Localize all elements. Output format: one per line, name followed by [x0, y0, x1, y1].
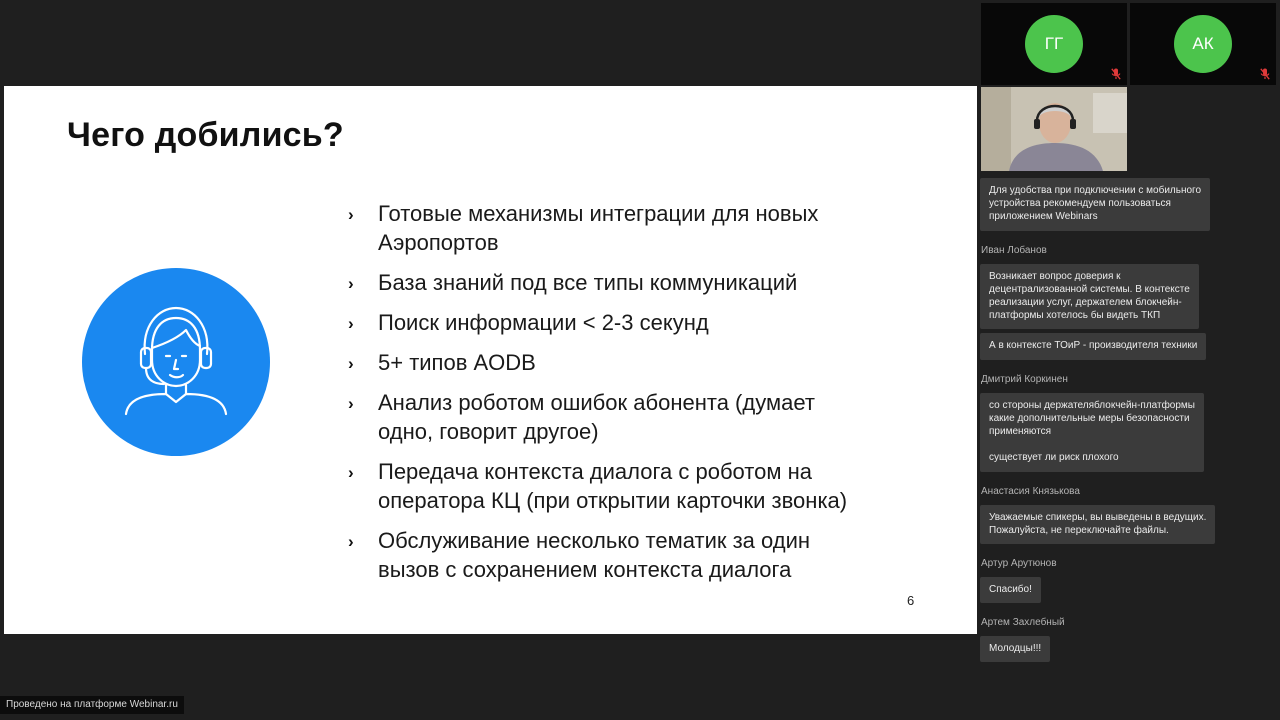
bullet-text: Анализ роботом ошибок абонента (думает одно, говорит другое)	[378, 390, 815, 444]
chat-message: Молодцы!!!	[980, 636, 1050, 662]
chat-author: Иван Лобанов	[981, 244, 1047, 256]
mic-off-icon	[1260, 68, 1270, 80]
bullet-list	[348, 199, 948, 595]
chevron-right-icon: ›	[348, 532, 354, 551]
chevron-right-icon: ›	[348, 463, 354, 482]
avatar: ГГ	[1025, 15, 1083, 73]
bullet-item	[348, 199, 948, 257]
bullet-text: 5+ типов AODB	[378, 350, 536, 375]
bullet-text: Поиск информации < 2-3 секунд	[378, 310, 709, 335]
platform-credit: Проведено на платформе Webinar.ru	[0, 696, 184, 714]
avatar: АК	[1174, 15, 1232, 73]
participant-tile[interactable]	[1130, 3, 1276, 85]
chevron-right-icon: ›	[348, 354, 354, 373]
bullet-item	[348, 348, 948, 377]
slide-page-number: 6	[907, 593, 915, 608]
speaker-video-frame	[981, 87, 1127, 171]
chat-message: Уважаемые спикеры, вы выведены в ведущих. Пожалуйста, не переключайте файлы.	[980, 505, 1215, 544]
chat-author: Артур Арутюнов	[981, 558, 1057, 570]
chat-message: Для удобства при подключении с мобильного устройства рекомендуем пользоваться приложением Webinars	[980, 178, 1210, 231]
chevron-right-icon: ›	[348, 274, 354, 293]
bullet-item	[348, 526, 948, 584]
bullet-item	[348, 388, 948, 446]
operator-headset-icon	[82, 268, 270, 456]
chat-message-group	[980, 374, 1276, 476]
mic-off-icon	[1111, 68, 1121, 80]
presentation-slide	[4, 86, 977, 634]
chat-message-group	[980, 178, 1276, 235]
bullet-text: База знаний под все типы коммуникаций	[378, 270, 798, 295]
chat-message: Возникает вопрос доверия к децентрализованной системы. В контексте реализации услуг, держателем блокчейн- платформы хотелось бы видеть ТКП	[980, 264, 1199, 330]
bullet-item	[348, 308, 948, 337]
chat-message-group	[980, 617, 1276, 666]
chat-message: со стороны держателяблокчейн-платформы какие дополнительные меры безопасности применяются существует ли риск плохого	[980, 393, 1204, 472]
chat-author: Анастасия Князькова	[981, 485, 1080, 497]
participant-tile[interactable]	[981, 3, 1127, 85]
chat-message-group	[980, 486, 1276, 548]
bullet-text: Передача контекста диалога с роботом на оператора КЦ (при открытии карточки звонка)	[378, 459, 848, 513]
bullet-text: Обслуживание несколько тематик за один вызов с сохранением контекста диалога	[378, 528, 811, 582]
bullet-text: Готовые механизмы интеграции для новых Аэропортов	[378, 201, 819, 255]
bullet-item	[348, 268, 948, 297]
chat-author: Артем Захлебный	[981, 617, 1065, 629]
chat-message-group	[980, 245, 1276, 364]
chevron-right-icon: ›	[348, 314, 354, 333]
bullet-item	[348, 457, 948, 515]
chat-message: Спасибо!	[980, 577, 1041, 603]
chat-author: Дмитрий Коркинен	[981, 373, 1068, 385]
chevron-right-icon: ›	[348, 205, 354, 224]
chat-panel[interactable]	[980, 172, 1276, 678]
slide-title: Чего добились?	[67, 116, 344, 154]
chat-message: А в контексте ТОиР - производителя техники	[980, 333, 1206, 359]
chat-message-group	[980, 558, 1276, 607]
speaker-video[interactable]	[981, 87, 1127, 171]
chevron-right-icon: ›	[348, 394, 354, 413]
